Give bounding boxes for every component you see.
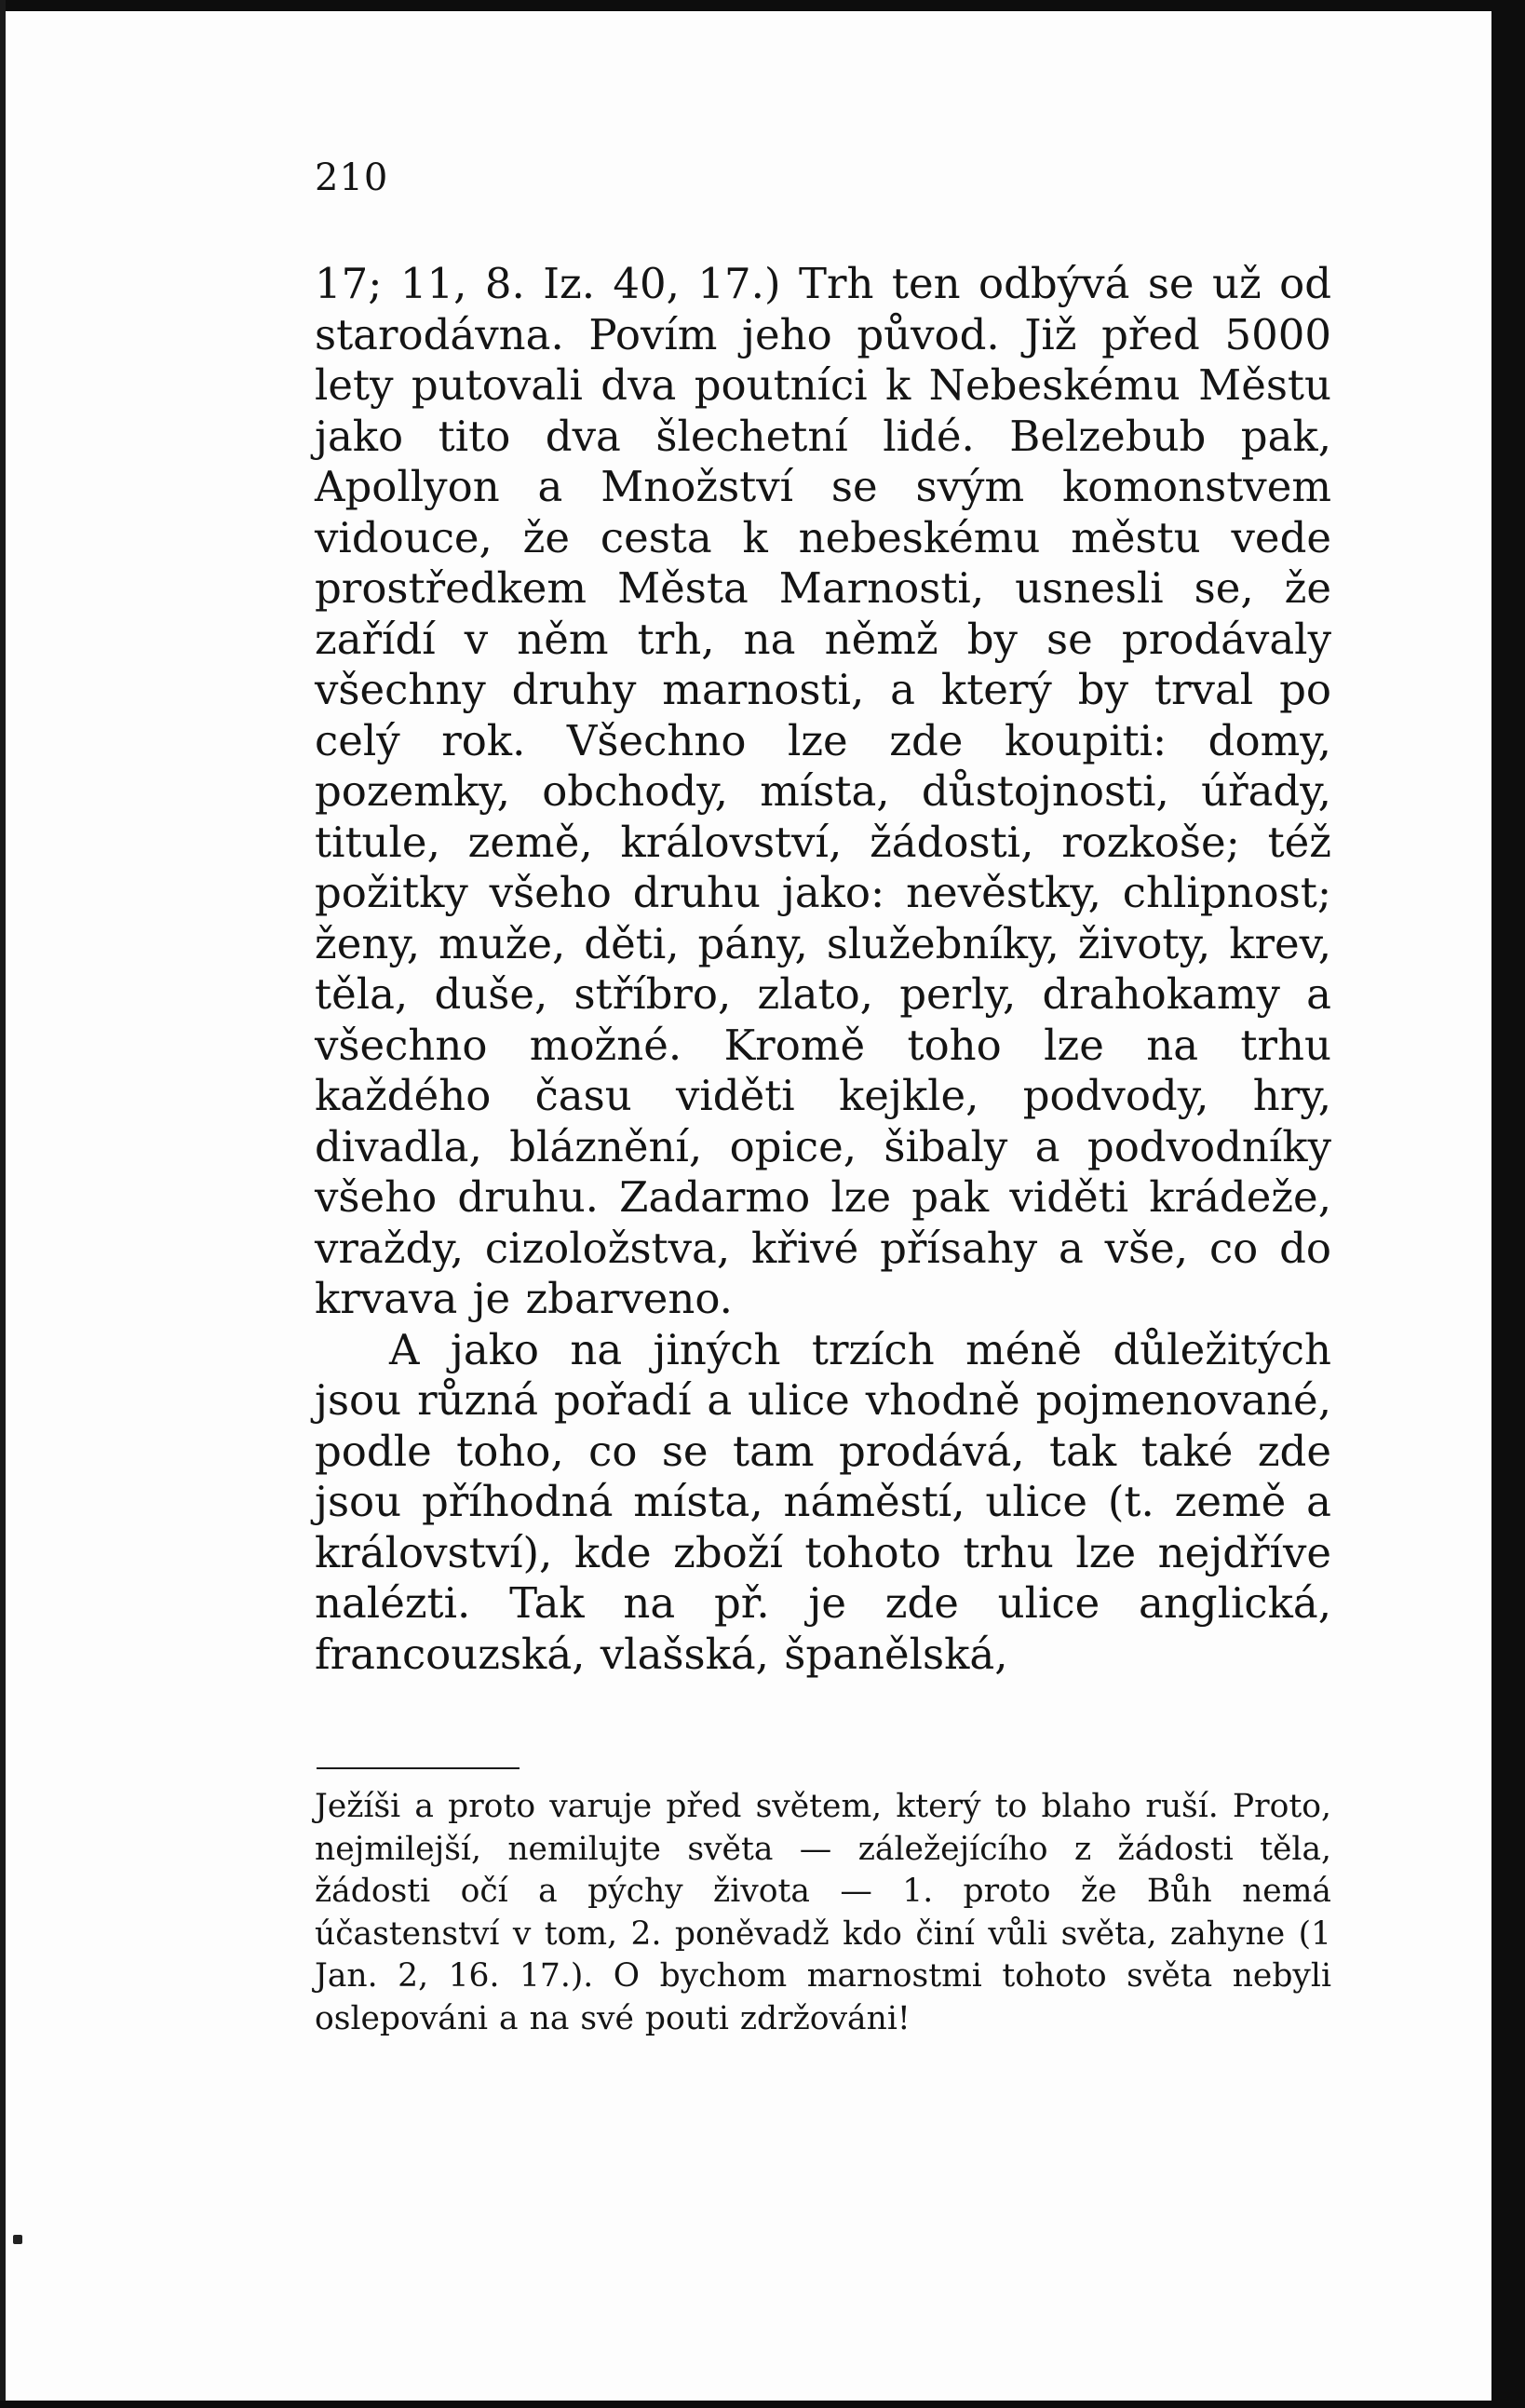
page-number: 210 — [315, 156, 389, 199]
paragraph: A jako na jiných trzích méně důležitých jsou různá pořadí a ulice vhodně pojmenované, podle toho, co se tam prodává, tak také zde jsou příhodná místa, náměstí, ulice (t. země a království), kde zboží tohoto trhu lze nejdříve nalézti. Tak na př. je zde ulice anglická, francouzská, vlašská, španělská, — [315, 1324, 1331, 1679]
paragraph: 17; 11, 8. Iz. 40, 17.) Trh ten odbývá se už od starodávna. Povím jeho původ. Již před 5000 lety putovali dva poutníci k Nebeskému Městu jako tito dva šlechetní lidé. Belzebub pak, Apollyon a Množství se svým komonstvem vidouce, že cesta k nebeskému městu vede prostředkem Města Marnosti, usnesli se, že zařídí v něm trh, na němž by se prodávaly všechny druhy marnosti, a který by trval po celý rok. Všechno lze zde koupiti: domy, pozemky, obchody, místa, důstojnosti, úřady, titule, země, království, žádosti, rozkoše; též požitky všeho druhu jako: nevěstky, chlipnost; ženy, muže, děti, pány, služebníky, životy, krev, těla, duše, stříbro, zlato, perly, drahokamy a všechno možné. Kromě toho lze na trhu každého času viděti kejkle, podvody, hry, divadla, bláznění, opice, šibaly a podvodníky všeho druhu. Zadarmo lze pak viděti krádeže, vraždy, cizoložstva, křivé přísahy a vše, co do krvava je zbarveno. — [315, 259, 1331, 1323]
footnote-divider — [317, 1767, 520, 1769]
scan-border-top — [0, 0, 1525, 11]
footnote-text: Ježíši a proto varuje před světem, který to blaho ruší. Proto, nejmilejší, nemilujte světa — záležejícího z žádosti těla, žádosti očí a pýchy života — 1. proto že Bůh nemá účastenství v tom, 2. poněvadž kdo činí vůli světa, zahyne (1 Jan. 2, 16. 17.). O bychom marnostmi tohoto světa nebyli oslepováni a na své pouti zdržováni! — [315, 1788, 1331, 2037]
scan-border-bottom — [0, 2401, 1525, 2408]
main-text — [315, 259, 1331, 1680]
scan-border-right — [1491, 0, 1525, 2408]
scan-artifact — [13, 2235, 22, 2244]
scan-border-left — [0, 0, 6, 2408]
footnote — [315, 1786, 1331, 2040]
